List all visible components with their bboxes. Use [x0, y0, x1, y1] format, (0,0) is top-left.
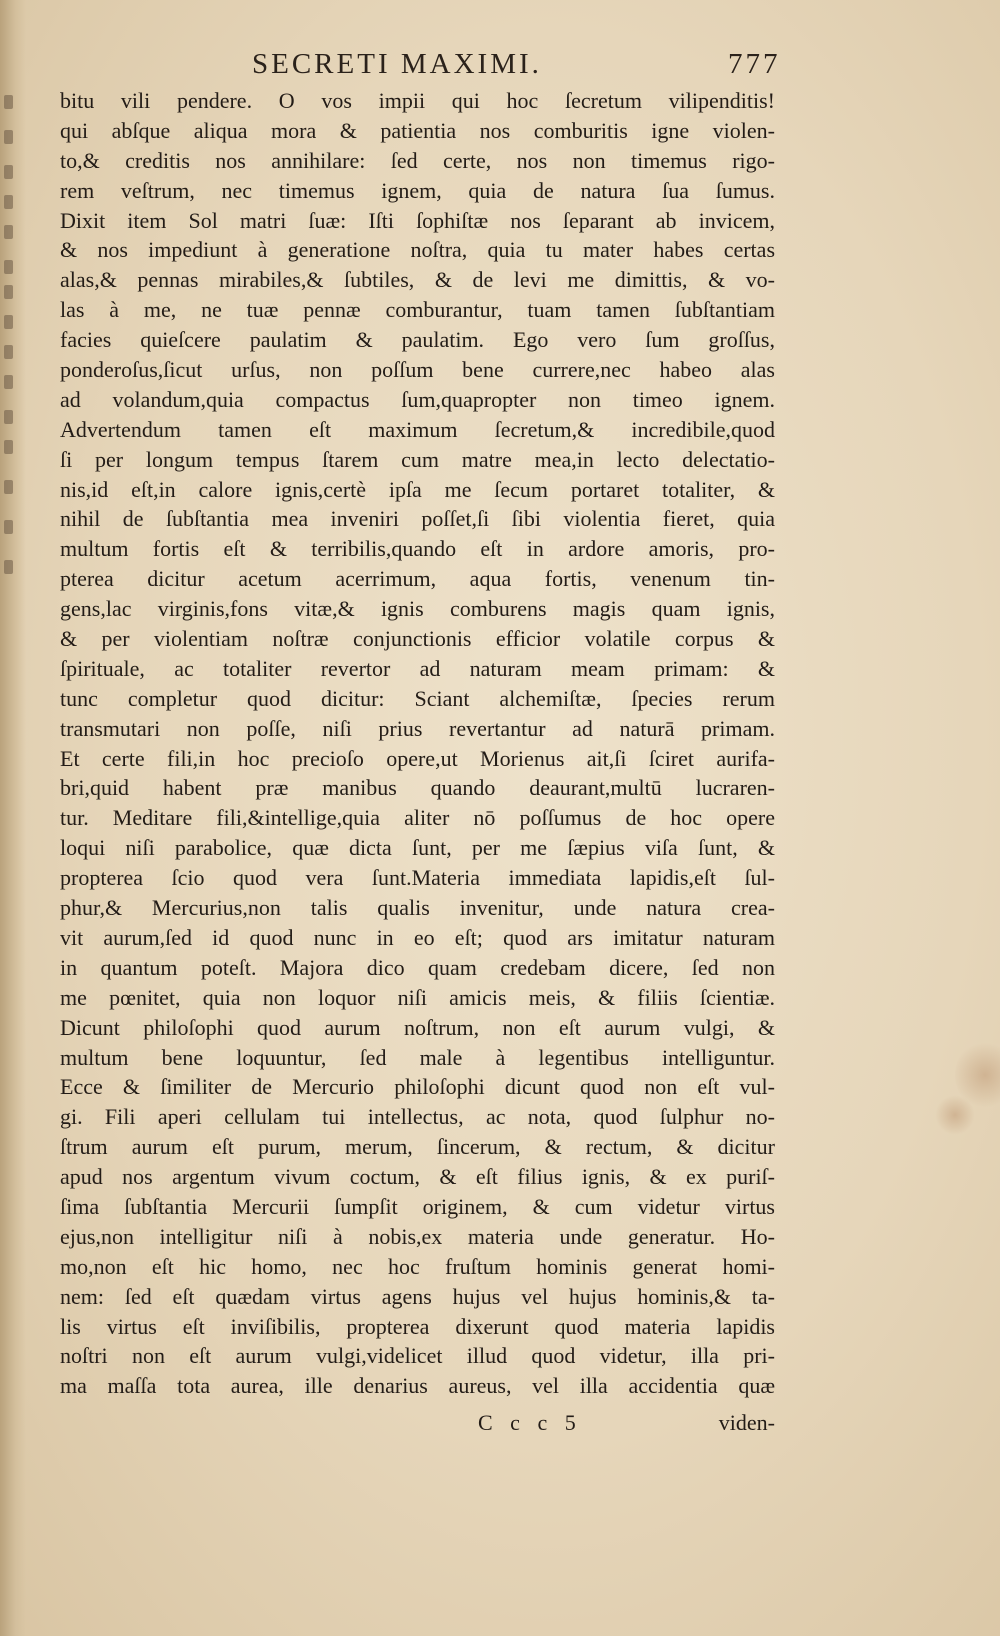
gutter-mark: [4, 225, 13, 239]
text-line: multum bene loquuntur, ſed male à legentibus intelliguntur.: [60, 1044, 775, 1070]
text-line: ma maſſa tota aurea, ille denarius aureus, vel illa accidentia quæ: [60, 1373, 775, 1399]
text-line: las à me, ne tuæ pennæ comburantur, tuam tamen ſubſtantiam: [60, 297, 775, 323]
text-line: gens,lac virginis,fons vitæ,& ignis comburens magis quam ignis,: [60, 596, 775, 622]
text-line: bri,quid habent præ manibus quando deaurant,multū lucraren-: [60, 775, 775, 801]
running-title: SECRETI MAXIMI.: [252, 48, 542, 80]
text-line: Dixit item Sol matri ſuæ: Iſti ſophiſtæ nos ſeparant ab invicem,: [60, 207, 775, 233]
text-line: lis virtus eſt inviſibilis, propterea dixerunt quod materia lapidis: [60, 1313, 775, 1339]
text-line: multum fortis eſt & terribilis,quando eſt in ardore amoris, pro-: [60, 536, 775, 562]
signature-mark: C c c 5: [478, 1410, 582, 1435]
text-line: me pœnitet, quia non loquor niſi amicis meis, & filiis ſcientiæ.: [60, 984, 775, 1010]
text-line: rem veſtrum, nec timemus ignem, quia de natura ſua ſumus.: [60, 177, 775, 203]
text-line: propterea ſcio quod vera ſunt.Materia immediata lapidis,eſt ſul-: [60, 865, 775, 891]
text-line: transmutari non poſſe, niſi prius revertantur ad naturā primam.: [60, 715, 775, 741]
text-line: tunc completur quod dicitur: Sciant alchemiſtæ, ſpecies rerum: [60, 685, 775, 711]
page-footer: [60, 1410, 775, 1440]
text-line: ſtrum aurum eſt purum, merum, ſincerum, & rectum, & dicitur: [60, 1134, 775, 1160]
gutter-mark: [4, 165, 13, 179]
text-line: tur. Meditare fili,&intellige,quia aliter nō poſſumus de hoc opere: [60, 805, 775, 831]
gutter-mark: [4, 440, 13, 454]
gutter-mark: [4, 520, 13, 534]
text-line: ſima ſubſtantia Mercurii ſumpſit originem, & cum videtur virtus: [60, 1193, 775, 1219]
text-line: ponderoſus,ſicut urſus, non poſſum bene currere,nec habeo alas: [60, 357, 775, 383]
text-line: Advertendum tamen eſt maximum ſecretum,& incredibile,quod: [60, 416, 775, 442]
text-line: gi. Fili aperi cellulam tui intellectus, ac nota, quod ſulphur no-: [60, 1104, 775, 1130]
foxing-stain: [935, 1095, 975, 1135]
text-line: vit aurum,ſed id quod nunc in eo eſt; quod ars imitatur naturam: [60, 924, 775, 950]
text-line: phur,& Mercurius,non talis qualis invenitur, unde natura crea-: [60, 895, 775, 921]
gutter-mark: [4, 130, 13, 144]
binding-gutter: [0, 0, 26, 1636]
gutter-mark: [4, 95, 13, 109]
text-line: ejus,non intelligitur niſi à nobis,ex materia unde generatur. Ho-: [60, 1223, 775, 1249]
gutter-mark: [4, 260, 13, 274]
text-line: ſpirituale, ac totaliter revertor ad naturam meam primam: &: [60, 655, 775, 681]
text-line: nem: ſed eſt quædam virtus agens hujus vel hujus hominis,& ta-: [60, 1283, 775, 1309]
text-line: nihil de ſubſtantia mea inveniri poſſet,ſi ſibi violentia fieret, quia: [60, 506, 775, 532]
text-line: alas,& pennas mirabiles,& ſubtiles, & de levi me dimittis, & vo-: [60, 267, 775, 293]
text-line: ſi per longum tempus ſtarem cum matre mea,in lecto delectatio-: [60, 446, 775, 472]
text-line: bitu vili pendere. O vos impii qui hoc ſecretum vilipenditis!: [60, 88, 775, 113]
gutter-mark: [4, 345, 13, 359]
text-line: & nos impediunt à generatione noſtra, quia tu mater habes certas: [60, 237, 775, 263]
text-line: qui abſque aliqua mora & patientia nos comburitis igne violen-: [60, 117, 775, 143]
gutter-mark: [4, 375, 13, 389]
gutter-mark: [4, 195, 13, 209]
text-line: Et certe fili,in hoc precioſo opere,ut Morienus ait,ſi ſciret aurifa-: [60, 745, 775, 771]
text-line: in quantum poteſt. Majora dico quam credebam dicere, ſed non: [60, 954, 775, 980]
text-line: & per violentiam noſtræ conjunctionis efficior volatile corpus &: [60, 626, 775, 652]
text-line: noſtri non eſt aurum vulgi,videlicet illud quod videtur, illa pri-: [60, 1343, 775, 1369]
text-line: facies quieſcere paulatim & paulatim. Ego vero ſum groſſus,: [60, 327, 775, 353]
catchword: viden-: [718, 1410, 775, 1435]
text-line: to,& creditis nos annihilare: ſed certe, nos non timemus rigo-: [60, 147, 775, 173]
text-line: apud nos argentum vivum coctum, & eſt filius ignis, & ex puriſ-: [60, 1164, 775, 1190]
text-line: nis,id eſt,in calore ignis,certè ipſa me ſecum portaret totaliter, &: [60, 476, 775, 502]
text-line: loqui niſi parabolice, quæ dicta ſunt, per me ſæpius viſa ſunt, &: [60, 835, 775, 861]
page-number: 777: [728, 48, 781, 80]
gutter-mark: [4, 480, 13, 494]
gutter-mark: [4, 560, 13, 574]
text-line: mo,non eſt hic homo, nec hoc fruſtum hominis generat homi-: [60, 1253, 775, 1279]
gutter-mark: [4, 410, 13, 424]
text-line: Dicunt philoſophi quod aurum noſtrum, non eſt aurum vulgi, &: [60, 1014, 775, 1040]
text-line: Ecce & ſimiliter de Mercurio philoſophi dicunt quod non eſt vul-: [60, 1074, 775, 1100]
text-line: ad volandum,quia compactus ſum,quapropter non timeo ignem.: [60, 386, 775, 412]
gutter-mark: [4, 285, 13, 299]
text-line: pterea dicitur acetum acerrimum, aqua fortis, venenum tin-: [60, 566, 775, 592]
text-block: [60, 86, 775, 1401]
gutter-mark: [4, 315, 13, 329]
